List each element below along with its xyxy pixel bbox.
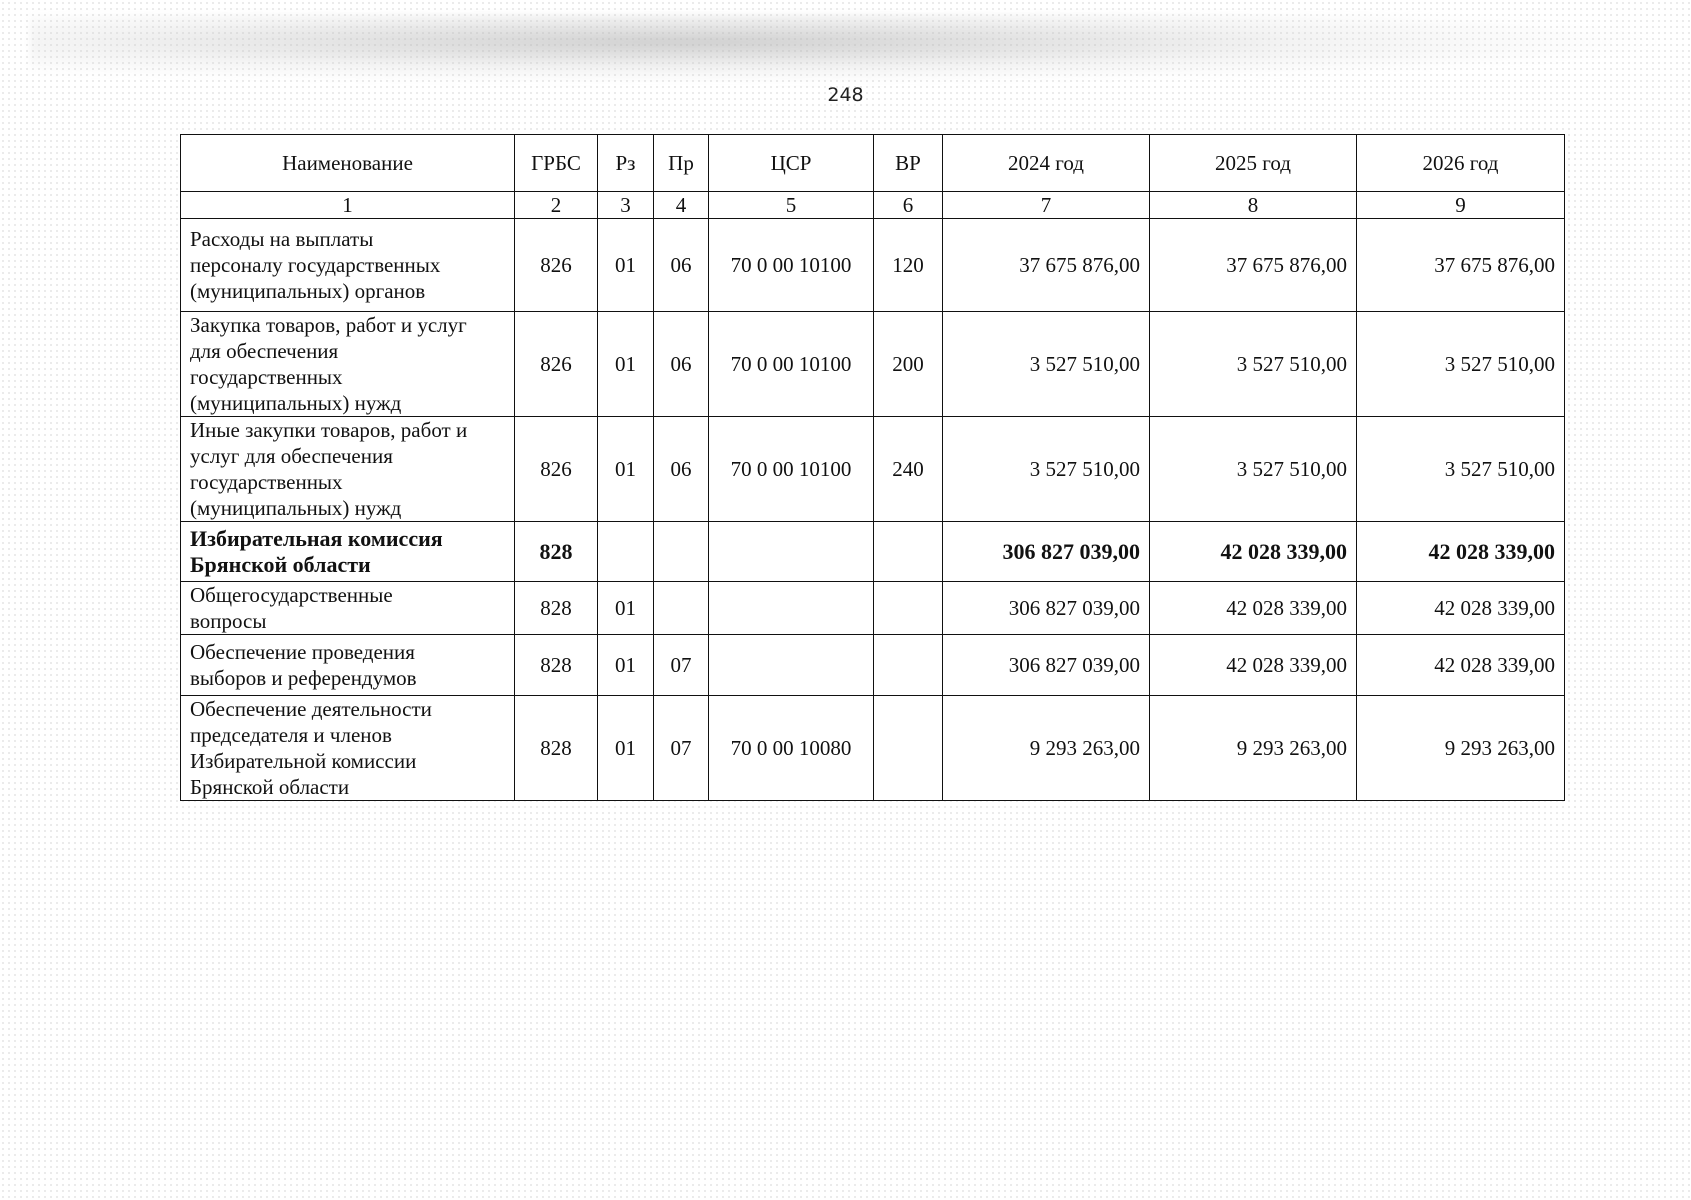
cell-rz: 01 bbox=[598, 417, 654, 522]
column-number: 9 bbox=[1357, 192, 1565, 219]
cell-2025: 3 527 510,00 bbox=[1150, 312, 1357, 417]
cell-pr: 07 bbox=[654, 635, 709, 696]
table-row bbox=[181, 582, 1565, 635]
row-name-line: (муниципальных) нужд bbox=[190, 496, 402, 520]
column-number: 3 bbox=[598, 192, 654, 219]
row-name-line: (муниципальных) органов bbox=[190, 279, 426, 303]
header-vr: ВР bbox=[874, 135, 943, 192]
column-number: 1 bbox=[181, 192, 515, 219]
row-name-line: Расходы на выплаты bbox=[190, 227, 374, 251]
cell-2025: 42 028 339,00 bbox=[1150, 635, 1357, 696]
cell-rz: 01 bbox=[598, 696, 654, 801]
row-name-line: Брянской области bbox=[190, 551, 371, 577]
row-name bbox=[181, 417, 515, 522]
table-row bbox=[181, 635, 1565, 696]
row-name-line: (муниципальных) нужд bbox=[190, 391, 402, 415]
table-row bbox=[181, 522, 1565, 582]
row-name bbox=[181, 522, 515, 582]
cell-csr: 70 0 00 10100 bbox=[709, 417, 874, 522]
cell-2024: 3 527 510,00 bbox=[943, 417, 1150, 522]
header-2025: 2025 год bbox=[1150, 135, 1357, 192]
row-name-line: Общегосударственные bbox=[190, 583, 393, 607]
row-name-line: Обеспечение деятельности bbox=[190, 697, 432, 721]
cell-pr: 07 bbox=[654, 696, 709, 801]
cell-grbs: 828 bbox=[515, 582, 598, 635]
row-name-line: услуг для обеспечения bbox=[190, 444, 393, 468]
table-row bbox=[181, 696, 1565, 801]
row-name-line: Избирательной комиссии bbox=[190, 749, 417, 773]
row-name bbox=[181, 219, 515, 312]
header-rz: Рз bbox=[598, 135, 654, 192]
cell-vr: 240 bbox=[874, 417, 943, 522]
cell-rz bbox=[598, 522, 654, 582]
cell-2026: 42 028 339,00 bbox=[1357, 582, 1565, 635]
cell-2024: 306 827 039,00 bbox=[943, 582, 1150, 635]
cell-2026: 3 527 510,00 bbox=[1357, 312, 1565, 417]
cell-grbs: 826 bbox=[515, 417, 598, 522]
cell-rz: 01 bbox=[598, 312, 654, 417]
cell-grbs: 828 bbox=[515, 696, 598, 801]
row-name bbox=[181, 696, 515, 801]
header-csr: ЦСР bbox=[709, 135, 874, 192]
row-name bbox=[181, 635, 515, 696]
cell-pr bbox=[654, 522, 709, 582]
row-name-line: государственных bbox=[190, 470, 343, 494]
cell-2025: 42 028 339,00 bbox=[1150, 522, 1357, 582]
row-name-line: персоналу государственных bbox=[190, 253, 441, 277]
cell-csr: 70 0 00 10100 bbox=[709, 219, 874, 312]
row-name bbox=[181, 582, 515, 635]
cell-csr bbox=[709, 582, 874, 635]
cell-2025: 37 675 876,00 bbox=[1150, 219, 1357, 312]
header-grbs: ГРБС bbox=[515, 135, 598, 192]
cell-csr: 70 0 00 10080 bbox=[709, 696, 874, 801]
header-pr: Пр bbox=[654, 135, 709, 192]
row-name-line: вопросы bbox=[190, 609, 267, 633]
column-number: 8 bbox=[1150, 192, 1357, 219]
cell-2024: 306 827 039,00 bbox=[943, 635, 1150, 696]
table-header bbox=[181, 135, 1565, 219]
cell-grbs: 826 bbox=[515, 219, 598, 312]
cell-2024: 9 293 263,00 bbox=[943, 696, 1150, 801]
cell-2026: 37 675 876,00 bbox=[1357, 219, 1565, 312]
cell-csr bbox=[709, 522, 874, 582]
cell-pr: 06 bbox=[654, 219, 709, 312]
table-row bbox=[181, 417, 1565, 522]
row-name-line: Обеспечение проведения bbox=[190, 640, 415, 664]
cell-2024: 306 827 039,00 bbox=[943, 522, 1150, 582]
cell-vr: 120 bbox=[874, 219, 943, 312]
header-2026: 2026 год bbox=[1357, 135, 1565, 192]
cell-2024: 37 675 876,00 bbox=[943, 219, 1150, 312]
cell-vr bbox=[874, 522, 943, 582]
header-row bbox=[181, 135, 1565, 192]
table-row bbox=[181, 219, 1565, 312]
cell-csr bbox=[709, 635, 874, 696]
cell-vr bbox=[874, 582, 943, 635]
column-number: 6 bbox=[874, 192, 943, 219]
cell-grbs: 826 bbox=[515, 312, 598, 417]
row-name-line: для обеспечения bbox=[190, 339, 339, 363]
row-name-line: председателя и членов bbox=[190, 723, 392, 747]
cell-2026: 3 527 510,00 bbox=[1357, 417, 1565, 522]
cell-vr bbox=[874, 635, 943, 696]
row-name-line: Брянской области bbox=[190, 775, 350, 799]
header-2024: 2024 год bbox=[943, 135, 1150, 192]
cell-2026: 9 293 263,00 bbox=[1357, 696, 1565, 801]
cell-vr: 200 bbox=[874, 312, 943, 417]
row-name-line: Избирательная комиссия bbox=[190, 525, 443, 551]
page-number: 248 bbox=[827, 84, 864, 106]
cell-csr: 70 0 00 10100 bbox=[709, 312, 874, 417]
cell-rz: 01 bbox=[598, 219, 654, 312]
column-number: 5 bbox=[709, 192, 874, 219]
cell-2025: 42 028 339,00 bbox=[1150, 582, 1357, 635]
row-name-line: выборов и референдумов bbox=[190, 666, 417, 690]
table-body bbox=[181, 219, 1565, 801]
column-number: 7 bbox=[943, 192, 1150, 219]
cell-grbs: 828 bbox=[515, 522, 598, 582]
budget-table bbox=[180, 134, 1565, 801]
header-name: Наименование bbox=[181, 135, 515, 192]
cell-2026: 42 028 339,00 bbox=[1357, 635, 1565, 696]
cell-vr bbox=[874, 696, 943, 801]
cell-pr: 06 bbox=[654, 417, 709, 522]
table-row bbox=[181, 312, 1565, 417]
cell-rz: 01 bbox=[598, 635, 654, 696]
row-name-line: государственных bbox=[190, 365, 343, 389]
row-name bbox=[181, 312, 515, 417]
column-number: 2 bbox=[515, 192, 598, 219]
row-name-line: Иные закупки товаров, работ и bbox=[190, 418, 468, 442]
cell-2025: 9 293 263,00 bbox=[1150, 696, 1357, 801]
cell-2026: 42 028 339,00 bbox=[1357, 522, 1565, 582]
scan-artifact bbox=[30, 14, 1670, 84]
cell-grbs: 828 bbox=[515, 635, 598, 696]
cell-2024: 3 527 510,00 bbox=[943, 312, 1150, 417]
cell-pr: 06 bbox=[654, 312, 709, 417]
cell-2025: 3 527 510,00 bbox=[1150, 417, 1357, 522]
cell-pr bbox=[654, 582, 709, 635]
column-number: 4 bbox=[654, 192, 709, 219]
cell-rz: 01 bbox=[598, 582, 654, 635]
row-name-line: Закупка товаров, работ и услуг bbox=[190, 313, 467, 337]
column-number-row bbox=[181, 192, 1565, 219]
